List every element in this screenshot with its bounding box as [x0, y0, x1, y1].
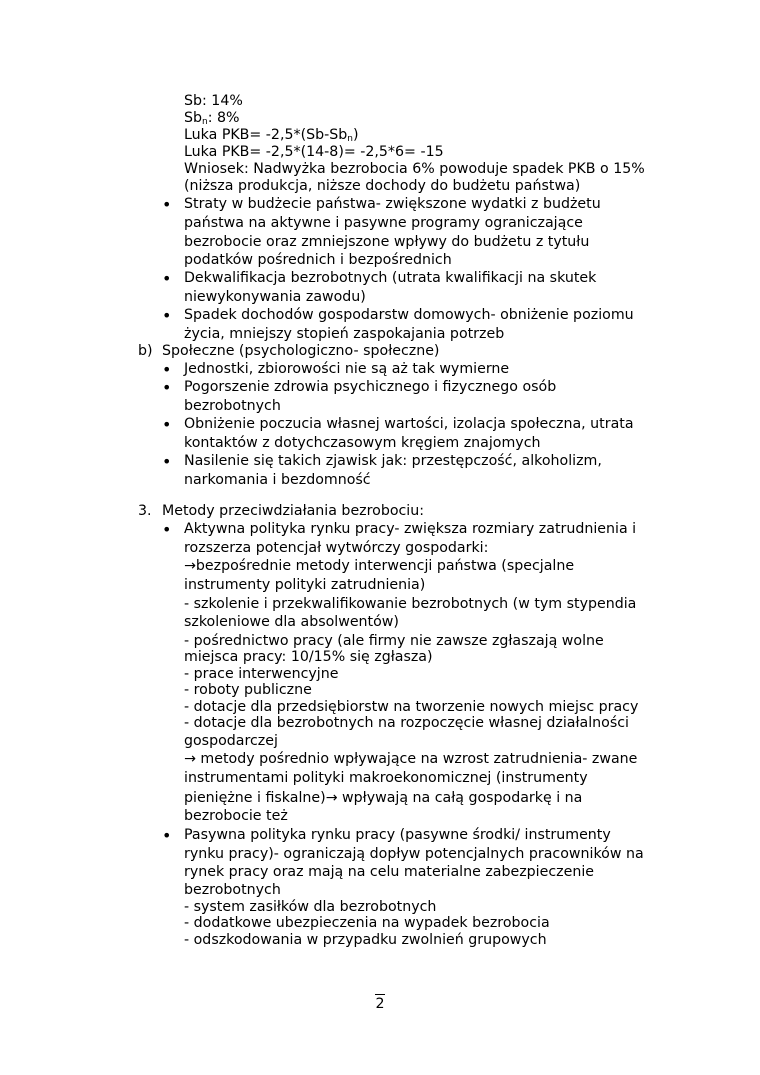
list-item: rynek pracy oraz mają na celu materialne zabezpieczenie [184, 864, 594, 880]
list-item: - dotacje dla przedsiębiorstw na tworzenie nowych miejsc pracy [184, 699, 639, 715]
list-item: pieniężne i fiskalne)→ wpływają na całą gospodarkę i na [184, 790, 583, 806]
list-item: - roboty publiczne [184, 682, 312, 698]
bullet-icon: • [162, 826, 172, 845]
list-item: Obniżenie poczucia własnej wartości, izolacja społeczna, utrata [184, 416, 634, 432]
formula-line: Luka PKB= -2,5*(14-8)= -2,5*6= -15 [184, 144, 444, 160]
bullet-icon: • [162, 415, 172, 434]
bullet-icon: • [162, 360, 172, 379]
list-item: rynku pracy)- ograniczają dopływ potencjalnych pracowników na [184, 846, 644, 862]
bullet-icon: • [162, 520, 172, 539]
list-item: szkoleniowe dla absolwentów) [184, 614, 399, 630]
list-item: Spadek dochodów gospodarstw domowych- obniżenie poziomu [184, 307, 634, 323]
list-item: Jednostki, zbiorowości nie są aż tak wymierne [184, 361, 510, 377]
section-marker: b) [138, 343, 153, 359]
list-item: bezrobotnych [184, 398, 281, 414]
page-number: 2 [375, 996, 385, 1012]
conclusion-line: (niższa produkcja, niższe dochody do budżetu państwa) [184, 178, 581, 194]
list-item: →bezpośrednie metody interwencji państwa (specjalne [184, 558, 575, 574]
bullet-icon: • [162, 195, 172, 214]
conclusion-line: Wniosek: Nadwyżka bezrobocia 6% powoduje spadek PKB o 15% [184, 161, 645, 177]
list-item: instrumenty polityki zatrudnienia) [184, 577, 426, 593]
list-item: niewykonywania zawodu) [184, 289, 366, 305]
list-item: podatków pośrednich i bezpośrednich [184, 252, 452, 268]
bullet-icon: • [162, 269, 172, 288]
list-item: bezrobotnych [184, 882, 281, 898]
arrow-icon: → [184, 751, 196, 767]
formula-line: Luka $PKB= -2,5*(Sb-Sb_n)$ [184, 127, 359, 144]
text-line: $Sb_n$: 8% [184, 110, 240, 127]
list-item: - prace interwencyjne [184, 666, 339, 682]
arrow-icon: → [325, 790, 338, 806]
list-item: życia, mniejszy stopień zaspokajania potrzeb [184, 326, 505, 342]
list-item: - dotacje dla bezrobotnych na rozpoczęcie własnej działalności [184, 715, 629, 731]
list-item: narkomania i bezdomność [184, 472, 371, 488]
section-heading: Społeczne (psychologiczno- społeczne) [162, 343, 440, 359]
list-item: Pasywna polityka rynku pracy (pasywne środki/ instrumenty [184, 827, 611, 843]
list-item: - pośrednictwo pracy (ale firmy nie zawsze zgłaszają wolne [184, 633, 604, 649]
list-item: Dekwalifikacja bezrobotnych (utrata kwalifikacji na skutek [184, 270, 597, 286]
list-item: rozszerza potencjał wytwórczy gospodarki: [184, 540, 489, 556]
text-line: Sb: 14% [184, 93, 243, 109]
arrow-icon: → [184, 558, 196, 574]
page-number-rule [375, 994, 385, 995]
list-item: - odszkodowania w przypadku zwolnień grupowych [184, 932, 547, 948]
list-item: bezrobocie też [184, 808, 288, 824]
list-item: - system zasiłków dla bezrobotnych [184, 899, 437, 915]
section-marker: 3. [138, 503, 152, 519]
list-item: gospodarczej [184, 733, 278, 749]
section-heading: Metody przeciwdziałania bezrobociu: [162, 503, 425, 519]
list-item: Straty w budżecie państwa- zwiększone wydatki z budżetu [184, 196, 601, 212]
bullet-icon: • [162, 452, 172, 471]
list-item: Nasilenie się takich zjawisk jak: przestępczość, alkoholizm, [184, 453, 602, 469]
list-item: - dodatkowe ubezpieczenia na wypadek bezrobocia [184, 915, 550, 931]
list-item: Pogorszenie zdrowia psychicznego i fizycznego osób [184, 379, 557, 395]
list-item: państwa na aktywne i pasywne programy ograniczające [184, 215, 583, 231]
list-item: → metody pośrednio wpływające na wzrost zatrudnienia- zwane [184, 751, 638, 767]
list-item: Aktywna polityka rynku pracy- zwiększa rozmiary zatrudnienia i [184, 521, 637, 537]
list-item: instrumentami polityki makroekonomicznej (instrumenty [184, 770, 588, 786]
list-item: miejsca pracy: 10/15% się zgłasza) [184, 649, 433, 665]
list-item: bezrobocie oraz zmniejszone wpływy do budżetu z tytułu [184, 234, 590, 250]
bullet-icon: • [162, 306, 172, 325]
bullet-icon: • [162, 378, 172, 397]
list-item: kontaktów z dotychczasowym kręgiem znajomych [184, 435, 541, 451]
list-item: - szkolenie i przekwalifikowanie bezrobotnych (w tym stypendia [184, 596, 637, 612]
